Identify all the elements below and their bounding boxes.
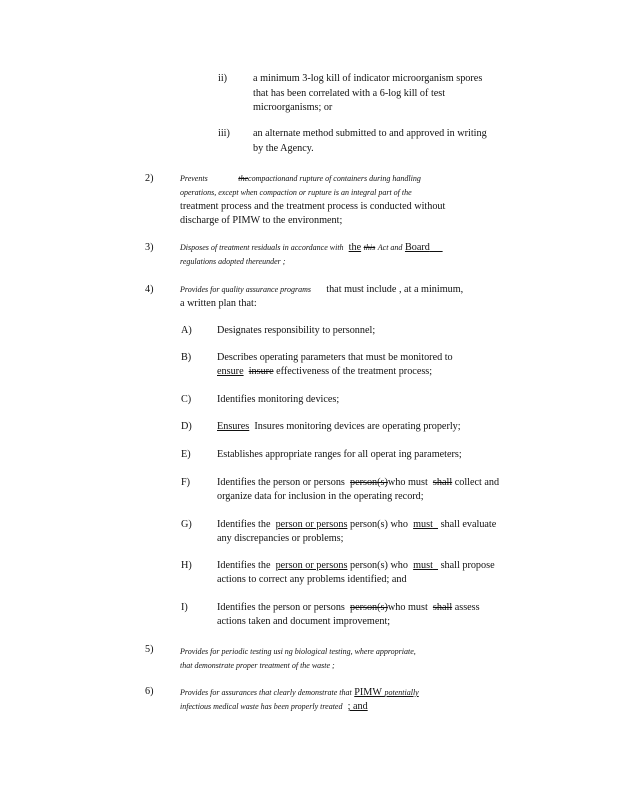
text-run: Identifies the <box>217 519 271 530</box>
struck-text: the <box>238 174 249 183</box>
text-run: operations, except when compaction or rupture is an integral part of the <box>180 188 412 197</box>
sub-item-line: microorganisms; or <box>253 102 333 113</box>
inserted-text: the <box>348 242 362 253</box>
text-run: Disposes of treatment residuals in accordance with <box>180 243 344 252</box>
item-marker: 2) <box>145 173 154 184</box>
item-line <box>180 172 421 186</box>
text-run: assess <box>454 602 480 613</box>
sub-item-line <box>217 420 461 434</box>
struck-text: insure <box>248 366 274 377</box>
text-run: person(s) who <box>349 519 408 530</box>
inserted-text: PIMW <box>354 687 382 698</box>
inserted-text: potentially <box>384 688 419 697</box>
text-run: Identifies the person or persons <box>217 602 345 613</box>
sub-item-line: Describes operating parameters that must be monitored to <box>217 352 453 363</box>
item-line: a written plan that: <box>180 298 257 309</box>
text-run: regulations adopted thereunder ; <box>180 257 286 266</box>
sub-item-line: Identifies monitoring devices; <box>217 394 340 405</box>
sub-item-line <box>217 559 495 573</box>
sub-item-line: an alternate method submitted to and approved in writing <box>253 128 487 139</box>
text-run: who must <box>387 477 428 488</box>
item-line <box>180 686 419 700</box>
sub-item-marker: C) <box>181 394 192 405</box>
item-line <box>180 283 463 297</box>
text-run: who must <box>387 602 428 613</box>
item-line <box>180 255 285 269</box>
sub-item-marker: E) <box>181 449 191 460</box>
text-run: Prevents <box>180 174 208 183</box>
item-line <box>180 700 368 714</box>
struck-text: person(s) <box>349 602 388 613</box>
text-run: Identifies the <box>217 560 271 571</box>
text-run: shall propose <box>440 560 495 571</box>
struck-text: this <box>363 243 376 252</box>
sub-item-marker: iii) <box>218 128 230 139</box>
text-run: Provides for quality assurance programs <box>180 285 311 294</box>
struck-text: shall <box>432 602 453 613</box>
text-run: infectious medical waste has been properly treated <box>180 702 343 711</box>
sub-item-line <box>217 518 496 532</box>
text-run: Provides for periodic testing usi ng biological testing, where appropriate, <box>180 647 416 656</box>
inserted-text: must <box>413 519 433 530</box>
text-run: compactionand rupture of containers during handling <box>248 174 421 183</box>
item-line: treatment process and the treatment process is conducted without <box>180 201 446 212</box>
inserted-text: person or persons <box>275 560 348 571</box>
inserted-text: ; and <box>347 701 368 712</box>
sub-item-marker: A) <box>181 325 192 336</box>
text-run: person(s) who <box>349 560 408 571</box>
sub-item-line: a minimum 3-log kill of indicator microorganism spores <box>253 73 483 84</box>
sub-item-line: actions to correct any problems identified; and <box>217 574 407 585</box>
struck-text: person(s) <box>349 477 388 488</box>
text-run: Provides for assurances that clearly demonstrate that <box>180 688 352 697</box>
sub-item-line: Establishes appropriate ranges for all operat ing parameters; <box>217 449 462 460</box>
sub-item-line: any discrepancies or problems; <box>217 533 344 544</box>
item-line <box>180 645 416 659</box>
item-line: discharge of PIMW to the environment; <box>180 215 343 226</box>
sub-item-line <box>217 365 432 379</box>
text-run: collect and <box>454 477 500 488</box>
inserted-text: person or persons <box>275 519 348 530</box>
sub-item-line <box>217 601 480 615</box>
sub-item-marker: F) <box>181 477 191 488</box>
item-marker: 5) <box>145 644 154 655</box>
sub-item-marker: D) <box>181 421 192 432</box>
sub-item-line <box>217 476 499 490</box>
sub-item-marker: ii) <box>218 73 228 84</box>
sub-item-line: organize data for inclusion in the operating record; <box>217 491 424 502</box>
inserted-text: Board <box>404 242 430 253</box>
sub-item-line: by the Agency. <box>253 143 314 154</box>
item-line <box>180 241 443 255</box>
sub-item-marker: B) <box>181 352 192 363</box>
sub-item-line: Designates responsibility to personnel; <box>217 325 376 336</box>
text-run: Identifies the person or persons <box>217 477 345 488</box>
inserted-text: Ensures <box>217 421 250 432</box>
item-marker: 4) <box>145 284 154 295</box>
item-marker: 3) <box>145 242 154 253</box>
text-run: that demonstrate proper treatment of the waste ; <box>180 661 335 670</box>
text-run: that must include , at a minimum, <box>326 284 464 295</box>
inserted-text: ensure <box>217 366 244 377</box>
struck-text: shall <box>432 477 453 488</box>
text-run: Insures monitoring devices are operating properly; <box>254 421 461 432</box>
item-line <box>180 186 412 200</box>
sub-item-marker: I) <box>181 602 188 613</box>
sub-item-line: actions taken and document improvement; <box>217 616 391 627</box>
item-line <box>180 659 335 673</box>
text-run: effectiveness of the treatment process; <box>276 366 433 377</box>
sub-item-line: that has been correlated with a 6-log kill of test <box>253 88 446 99</box>
text-run: Act and <box>377 243 403 252</box>
item-marker: 6) <box>145 686 154 697</box>
text-run: shall evaluate <box>440 519 497 530</box>
sub-item-marker: G) <box>181 519 192 530</box>
inserted-text: must <box>413 560 433 571</box>
sub-item-marker: H) <box>181 560 192 571</box>
